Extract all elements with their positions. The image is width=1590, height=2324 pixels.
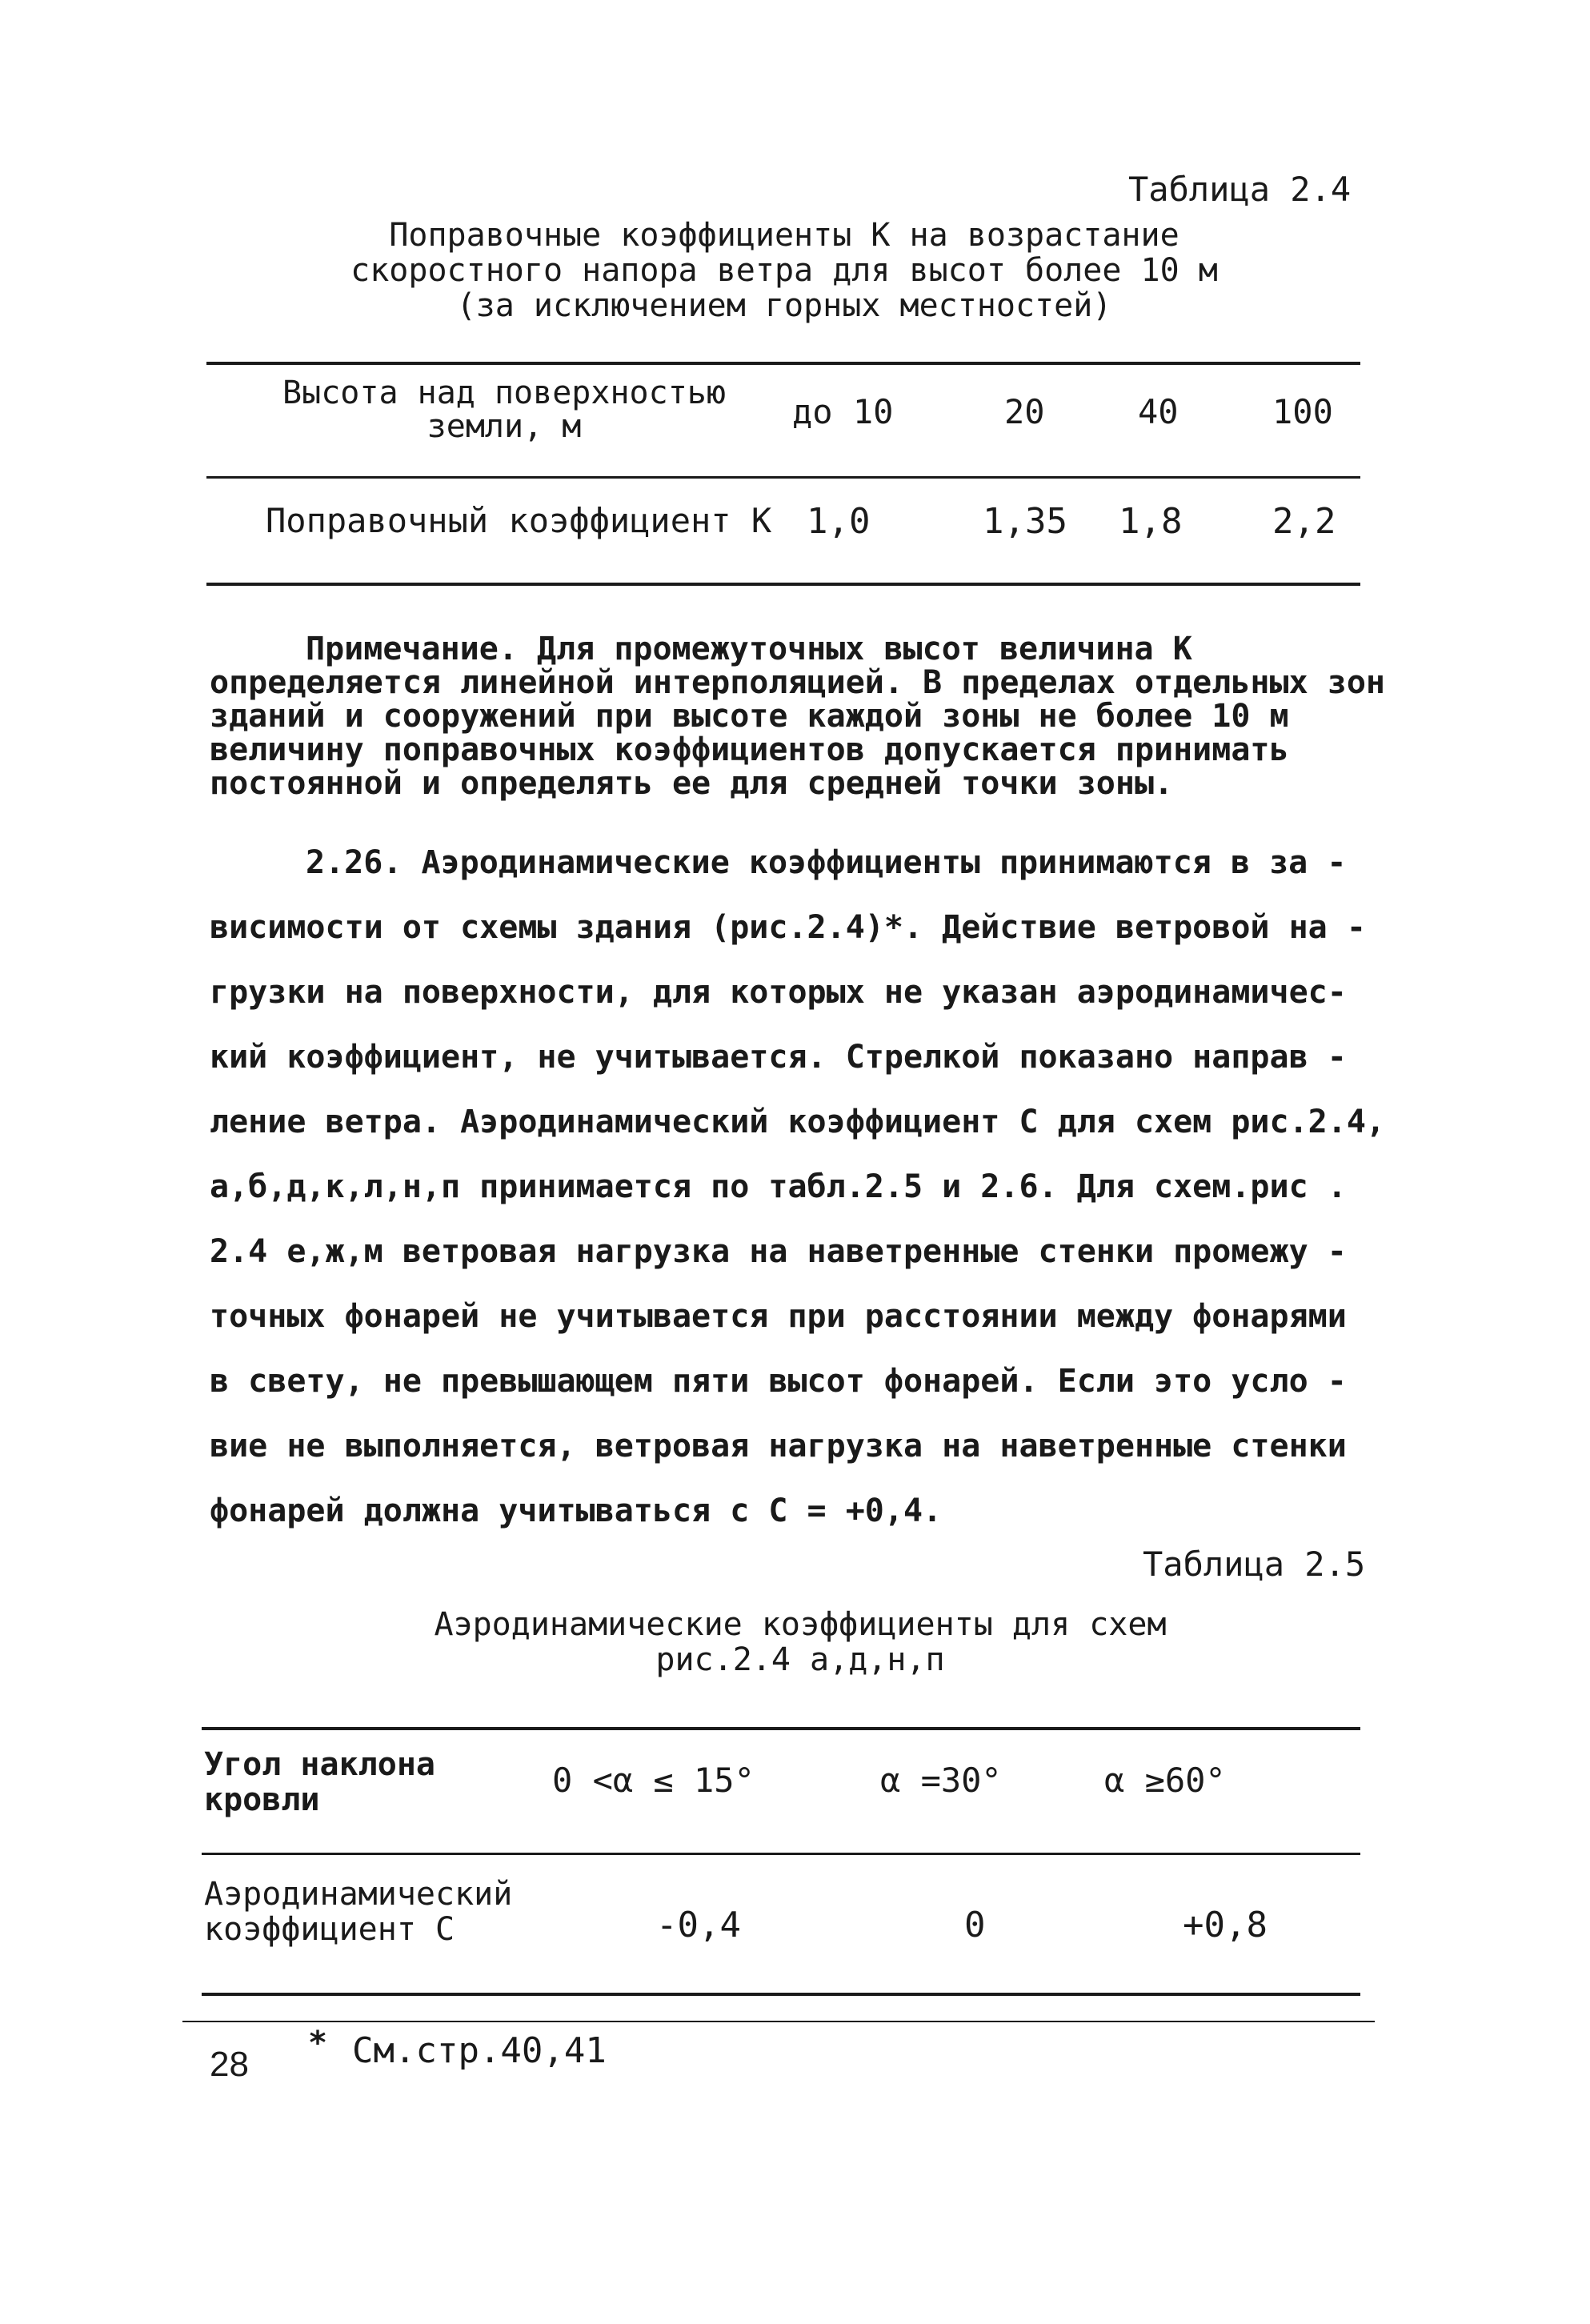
- table-2-5-title-line: рис.2.4 а,д,н,п: [655, 1641, 945, 1678]
- table-2-4-title-line: скоростного напора ветра для высот более 10 м: [350, 252, 1218, 289]
- footnote-marker: *: [308, 2025, 328, 2062]
- paragraph-line: а,б,д,к,л,н,п принимается по табл.2.5 и 2.6. Для схем.рис .: [210, 1168, 1347, 1205]
- table-2-5-bottom-rule: [202, 1993, 1360, 1996]
- table-2-5-header-rule: [202, 1853, 1360, 1855]
- footnote-separator: [182, 2021, 1375, 2022]
- table-note: Примечание. Для промежуточных высот величина К определяется линейной интерполяцией. В пределах отдельных зон зданий и сооружений при высоте каждой зоны не более 10 м величину поправочных коэффициентов допускается принимать постоянной и определять ее для средней точки зоны.: [210, 631, 1386, 802]
- paragraph-line: кий коэффициент, не учитывается. Стрелкой показано направ -: [210, 1039, 1347, 1076]
- table-2-5-caption: Таблица 2.5: [1143, 1545, 1366, 1584]
- table-2-4-cell: 2,2: [1272, 501, 1336, 542]
- paragraph-line: висимости от схемы здания (рис.2.4)*. Действие ветровой на -: [210, 909, 1366, 946]
- table-2-4-header-cell: до 10: [792, 392, 894, 431]
- paragraph-line: в свету, не превышающем пяти высот фонарей. Если это усло -: [210, 1363, 1347, 1400]
- table-2-5-cell: -0,4: [656, 1905, 741, 1945]
- table-2-4-row-label: Поправочный коэффициент К: [266, 501, 772, 540]
- paragraph-line: ление ветра. Аэродинамический коэффициент С для схем рис.2.4,: [210, 1104, 1386, 1140]
- paragraph-line: вие не выполняется, ветровая нагрузка на наветренные стенки: [210, 1428, 1347, 1465]
- paragraph-line: точных фонарей не учитывается при расстоянии между фонарями: [210, 1298, 1347, 1335]
- table-2-4-top-rule: [206, 362, 1360, 365]
- table-2-4-header-rule: [206, 476, 1360, 479]
- table-2-5-header-label: Угол наклона кровли: [204, 1746, 435, 1818]
- paragraph-line: 2.4 е,ж,м ветровая нагрузка на наветренные стенки промежу -: [210, 1233, 1347, 1270]
- table-2-4-header-cell: 100: [1272, 392, 1333, 431]
- table-2-5-header-cell: 0 <α ≤ 15°: [552, 1761, 755, 1800]
- section-paragraph: [210, 831, 1410, 1544]
- table-2-5-header-cell: α ≥60°: [1104, 1761, 1226, 1800]
- table-2-5-title-line: Аэродинамические коэффициенты для схем: [434, 1606, 1167, 1643]
- table-2-4-title-line: (за исключением горных местностей): [456, 287, 1112, 324]
- paragraph-line: грузки на поверхности, для которых не указан аэродинамичес-: [210, 974, 1347, 1011]
- table-2-5-header-cell: α =30°: [880, 1761, 1002, 1800]
- paragraph-line: фонарей должна учитываться с С = +0,4.: [210, 1493, 943, 1529]
- table-2-4-header-cell: 40: [1138, 392, 1179, 431]
- table-2-5-top-rule: [202, 1727, 1360, 1730]
- paragraph-line: 2.26. Аэродинамические коэффициенты принимаются в за -: [306, 844, 1347, 881]
- table-2-4-cell: 1,8: [1119, 501, 1183, 542]
- footnote-text: См.стр.40,41: [352, 2030, 607, 2071]
- table-2-4-title: [264, 218, 1304, 323]
- table-2-4-bottom-rule: [206, 583, 1360, 586]
- table-2-5-cell: +0,8: [1183, 1905, 1268, 1945]
- table-2-5-row-label: Аэродинамический коэффициент С: [204, 1876, 513, 1948]
- table-2-4-header-label: Высота над поверхностью земли, м: [282, 375, 726, 445]
- table-2-4-caption: Таблица 2.4: [1128, 170, 1352, 209]
- page-number: 28: [210, 2045, 249, 2084]
- table-2-4-title-line: Поправочные коэффициенты К на возрастание: [389, 217, 1179, 254]
- table-2-5-title: [336, 1607, 1264, 1677]
- table-2-4-header-cell: 20: [1004, 392, 1045, 431]
- table-2-5-cell: 0: [964, 1905, 986, 1945]
- table-2-4-cell: 1,35: [983, 501, 1067, 542]
- table-2-4-cell: 1,0: [807, 501, 871, 542]
